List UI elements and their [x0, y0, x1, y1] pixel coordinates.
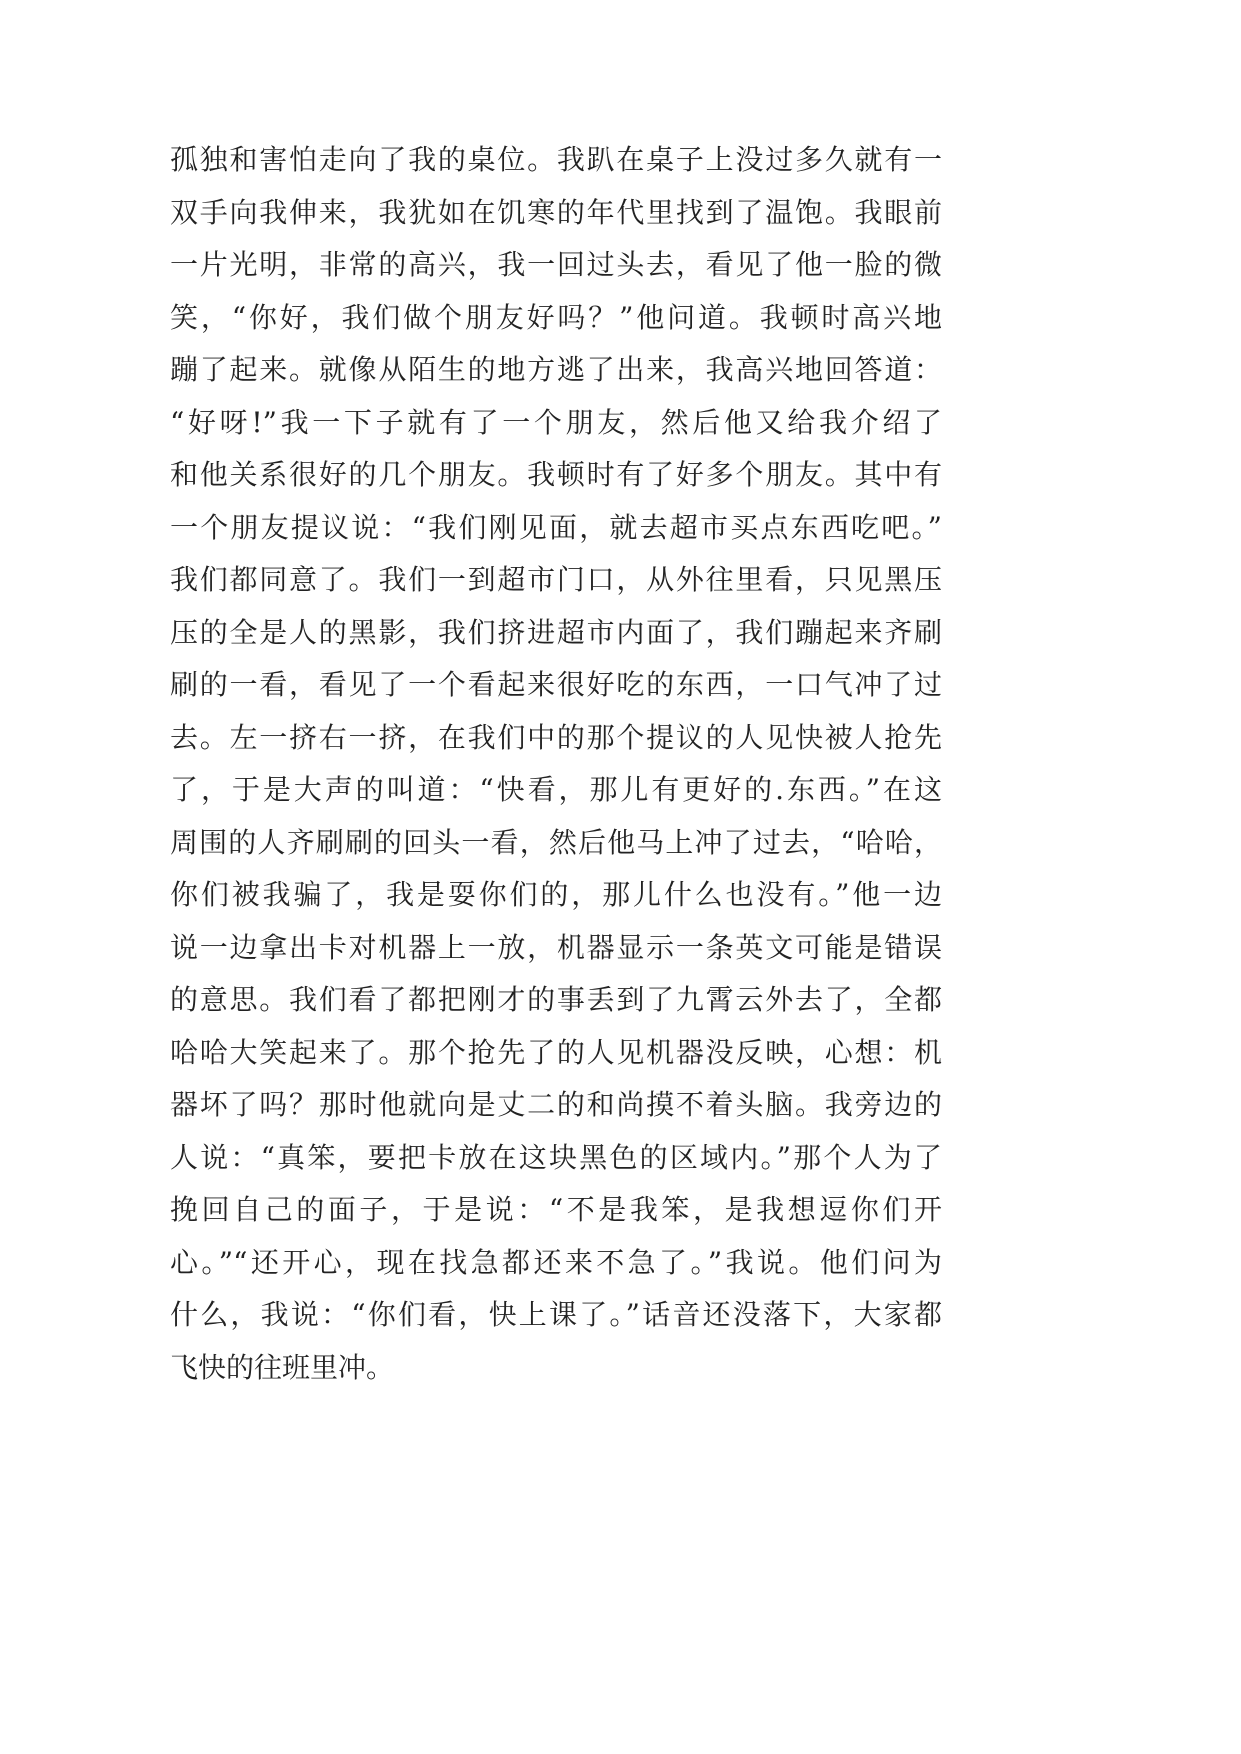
text-line: 一个朋友提议说：“我们刚见面，就去超市买点东西吃吧。” [170, 510, 942, 544]
text-line: 蹦了起来。就像从陌生的地方逃了出来，我高兴地回答道： [170, 353, 942, 386]
text-line: 人说：“真笨，要把卡放在这块黑色的区域内。”那个人为了 [170, 1140, 942, 1174]
text-line: 双手向我伸来，我犹如在饥寒的年代里找到了温饱。我眼前 [170, 195, 942, 229]
text-line: 你们被我骗了，我是耍你们的，那儿什么也没有。”他一边 [170, 878, 942, 911]
text-line: 说一边拿出卡对机器上一放，机器显示一条英文可能是错误 [170, 930, 942, 964]
text-line: “好呀!”我一下子就有了一个朋友，然后他又给我介绍了 [170, 405, 942, 439]
text-line: 周围的人齐刷刷的回头一看，然后他马上冲了过去，“哈哈， [170, 825, 942, 859]
text-line: 心。”“还开心，现在找急都还来不急了。”我说。他们问为 [170, 1245, 942, 1279]
text-line: 去。左一挤右一挤，在我们中的那个提议的人见快被人抢先 [170, 720, 942, 754]
text-line: 我们都同意了。我们一到超市门口，从外往里看，只见黑压 [170, 563, 942, 596]
text-line: 和他关系很好的几个朋友。我顿时有了好多个朋友。其中有 [170, 458, 942, 491]
body-text [170, 134, 942, 1394]
text-line-last: 飞快的往班里冲。 [170, 1350, 395, 1384]
text-line: 压的全是人的黑影，我们挤进超市内面了，我们蹦起来齐刷 [170, 615, 942, 649]
text-line: 一片光明，非常的高兴，我一回过头去，看见了他一脸的微 [170, 248, 942, 281]
text-line: 什么，我说：“你们看，快上课了。”话音还没落下，大家都 [170, 1298, 942, 1331]
text-line: 器坏了吗？那时他就向是丈二的和尚摸不着头脑。我旁边的 [170, 1088, 942, 1121]
text-line: 哈哈大笑起来了。那个抢先了的人见机器没反映，心想：机 [170, 1035, 942, 1069]
text-line: 孤独和害怕走向了我的桌位。我趴在桌子上没过多久就有一 [170, 143, 942, 176]
text-line: 刷的一看，看见了一个看起来很好吃的东西，一口气冲了过 [170, 668, 942, 701]
text-line: 笑，“你好，我们做个朋友好吗？”他问道。我顿时高兴地 [170, 300, 942, 334]
text-line: 了，于是大声的叫道：“快看，那儿有更好的.东西。”在这 [170, 773, 942, 806]
text-line: 挽回自己的面子，于是说：“不是我笨，是我想逗你们开 [170, 1193, 942, 1226]
text-line: 的意思。我们看了都把刚才的事丢到了九霄云外去了，全都 [170, 983, 942, 1016]
